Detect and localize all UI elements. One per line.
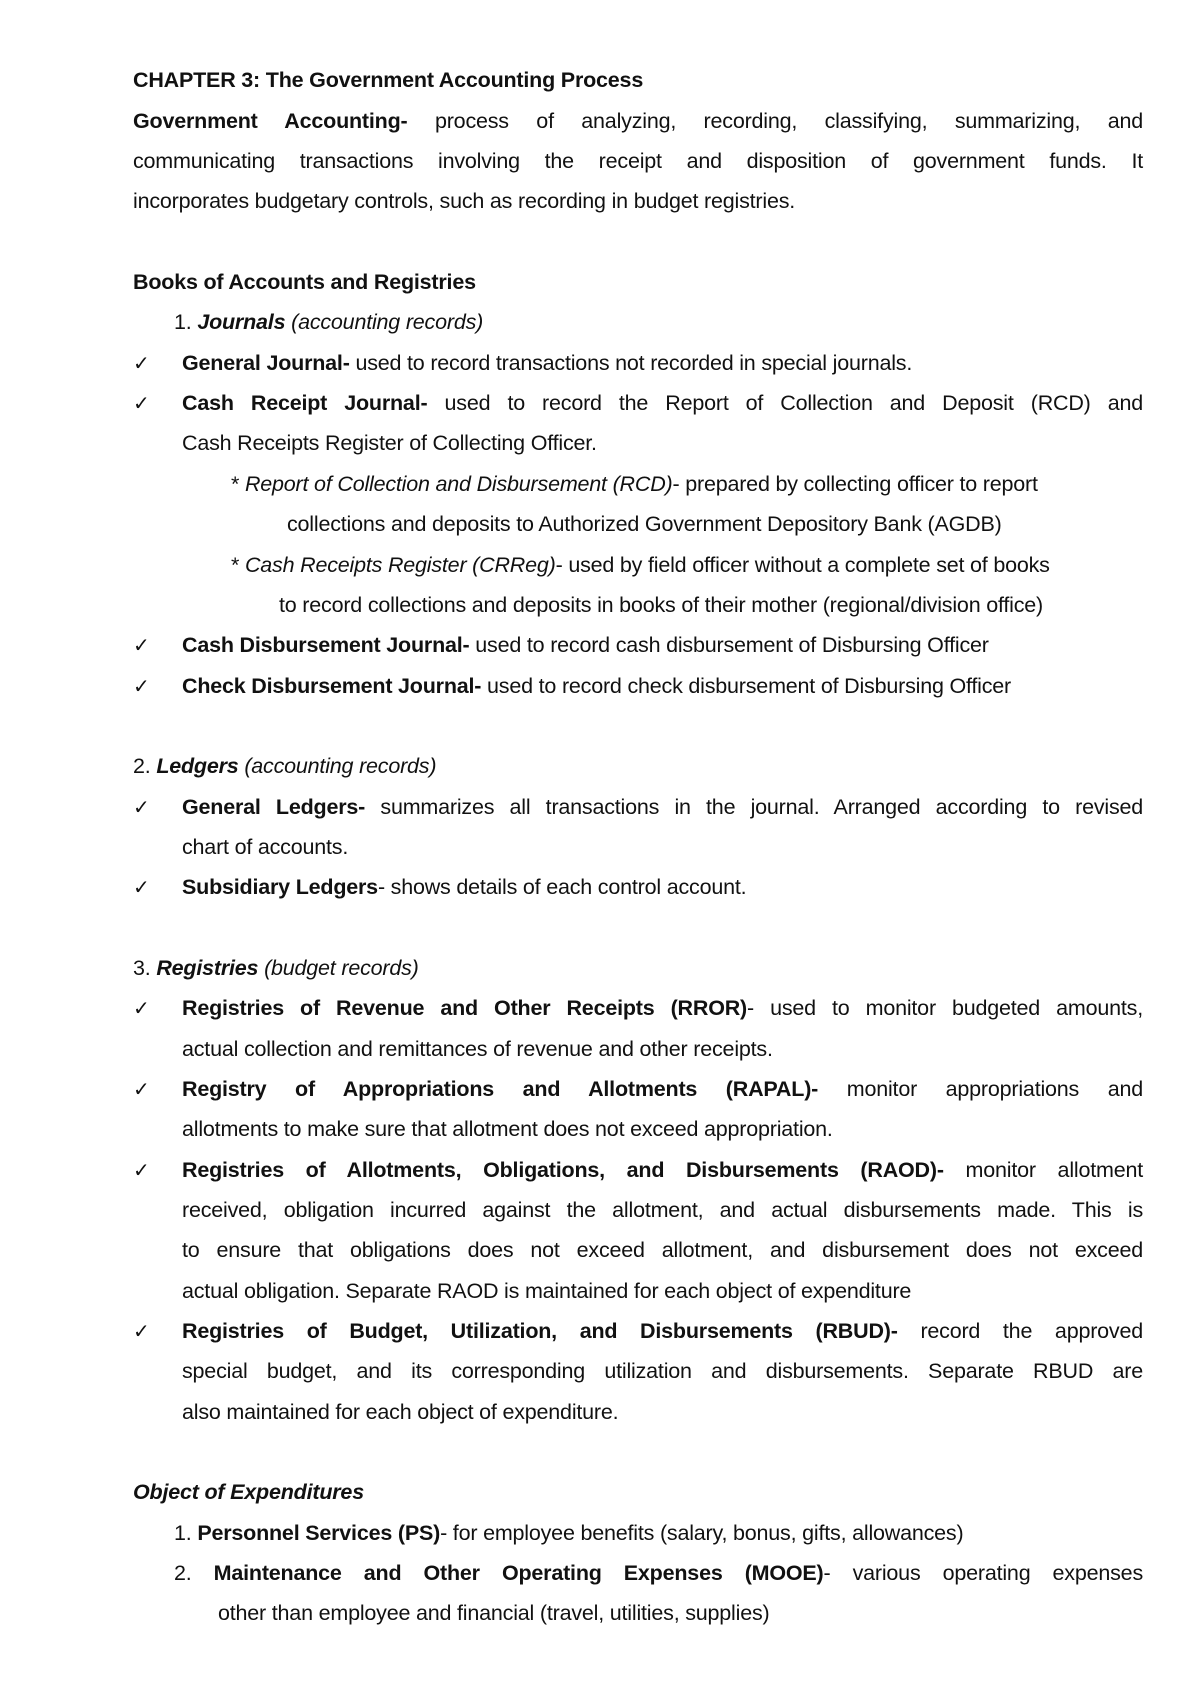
check-icon: ✓ bbox=[133, 875, 150, 899]
definition-line-3: incorporates budgetary controls, such as recording in budget registries. bbox=[133, 189, 796, 213]
chapter-title: CHAPTER 3: The Government Accounting Process bbox=[133, 68, 644, 92]
cash-receipt-journal-line-2: Cash Receipts Register of Collecting Officer. bbox=[182, 431, 597, 455]
ps-item: 1. Personnel Services (PS)- for employee benefits (salary, bonus, gifts, allowances) bbox=[174, 1521, 964, 1545]
general-journal-item: General Journal- used to record transactions not recorded in special journals. bbox=[182, 351, 913, 375]
raod-line-4: actual obligation. Separate RAOD is maintained for each object of expenditure bbox=[182, 1279, 912, 1303]
rbud-line-3: also maintained for each object of expenditure. bbox=[182, 1400, 619, 1424]
check-icon: ✓ bbox=[133, 996, 150, 1020]
check-icon: ✓ bbox=[133, 1158, 150, 1182]
cash-receipt-journal-line-1: Cash Receipt Journal- used to record the Report of Collection and Deposit (RCD) and bbox=[182, 391, 1143, 415]
rror-line-1: Registries of Revenue and Other Receipts (RROR)- used to monitor budgeted amounts, bbox=[182, 996, 1143, 1020]
rror-line-2: actual collection and remittances of revenue and other receipts. bbox=[182, 1037, 773, 1061]
rcd-note-line-2: collections and deposits to Authorized Government Depository Bank (AGDB) bbox=[287, 512, 1002, 536]
cash-disbursement-journal-item: Cash Disbursement Journal- used to record cash disbursement of Disbursing Officer bbox=[182, 633, 989, 657]
subsidiary-ledgers-item: Subsidiary Ledgers- shows details of each control account. bbox=[182, 875, 747, 899]
journals-heading: 1. Journals (accounting records) bbox=[174, 310, 484, 334]
check-icon: ✓ bbox=[133, 633, 150, 657]
objects-heading: Object of Expenditures bbox=[133, 1480, 364, 1504]
general-ledgers-line-1: General Ledgers- summarizes all transactions in the journal. Arranged according to revised bbox=[182, 795, 1144, 819]
check-icon: ✓ bbox=[133, 795, 150, 819]
mooe-line-1: 2. Maintenance and Other Operating Expenses (MOOE)- various operating expenses bbox=[174, 1561, 1143, 1585]
raod-line-2: received, obligation incurred against the allotment, and actual disbursements made. This is bbox=[182, 1198, 1143, 1222]
mooe-line-2: other than employee and financial (travel, utilities, supplies) bbox=[218, 1601, 770, 1625]
check-icon: ✓ bbox=[133, 351, 150, 375]
rbud-line-1: Registries of Budget, Utilization, and Disbursements (RBUD)- record the approved bbox=[182, 1319, 1143, 1343]
rbud-line-2: special budget, and its corresponding utilization and disbursements. Separate RBUD are bbox=[182, 1359, 1143, 1383]
crreg-note-line-2: to record collections and deposits in books of their mother (regional/division office) bbox=[279, 593, 1043, 617]
ledgers-heading: 2. Ledgers (accounting records) bbox=[133, 754, 437, 778]
check-icon: ✓ bbox=[133, 674, 150, 698]
check-disbursement-journal-item: Check Disbursement Journal- used to record check disbursement of Disbursing Officer bbox=[182, 674, 1012, 698]
raod-line-1: Registries of Allotments, Obligations, and Disbursements (RAOD)- monitor allotment bbox=[182, 1158, 1143, 1182]
registries-heading: 3. Registries (budget records) bbox=[133, 956, 419, 980]
raod-line-3: to ensure that obligations does not exceed allotment, and disbursement does not exceed bbox=[182, 1238, 1143, 1262]
check-icon: ✓ bbox=[133, 1319, 150, 1343]
definition-line-2: communicating transactions involving the receipt and disposition of government funds. It bbox=[133, 149, 1143, 173]
definition-term: Government Accounting- bbox=[133, 109, 408, 133]
books-heading: Books of Accounts and Registries bbox=[133, 270, 476, 294]
rapal-line-1: Registry of Appropriations and Allotments (RAPAL)- monitor appropriations and bbox=[182, 1077, 1143, 1101]
check-icon: ✓ bbox=[133, 391, 150, 415]
rapal-line-2: allotments to make sure that allotment does not exceed appropriation. bbox=[182, 1117, 833, 1141]
crreg-note-line-1: * Cash Receipts Register (CRReg)- used by field officer without a complete set of books bbox=[231, 553, 1050, 577]
general-ledgers-line-2: chart of accounts. bbox=[182, 835, 349, 859]
rcd-note-line-1: * Report of Collection and Disbursement (RCD)- prepared by collecting officer to report bbox=[231, 472, 1038, 496]
check-icon: ✓ bbox=[133, 1077, 150, 1101]
definition-line-1: Government Accounting- process of analyzing, recording, classifying, summarizing, and bbox=[133, 109, 1143, 133]
